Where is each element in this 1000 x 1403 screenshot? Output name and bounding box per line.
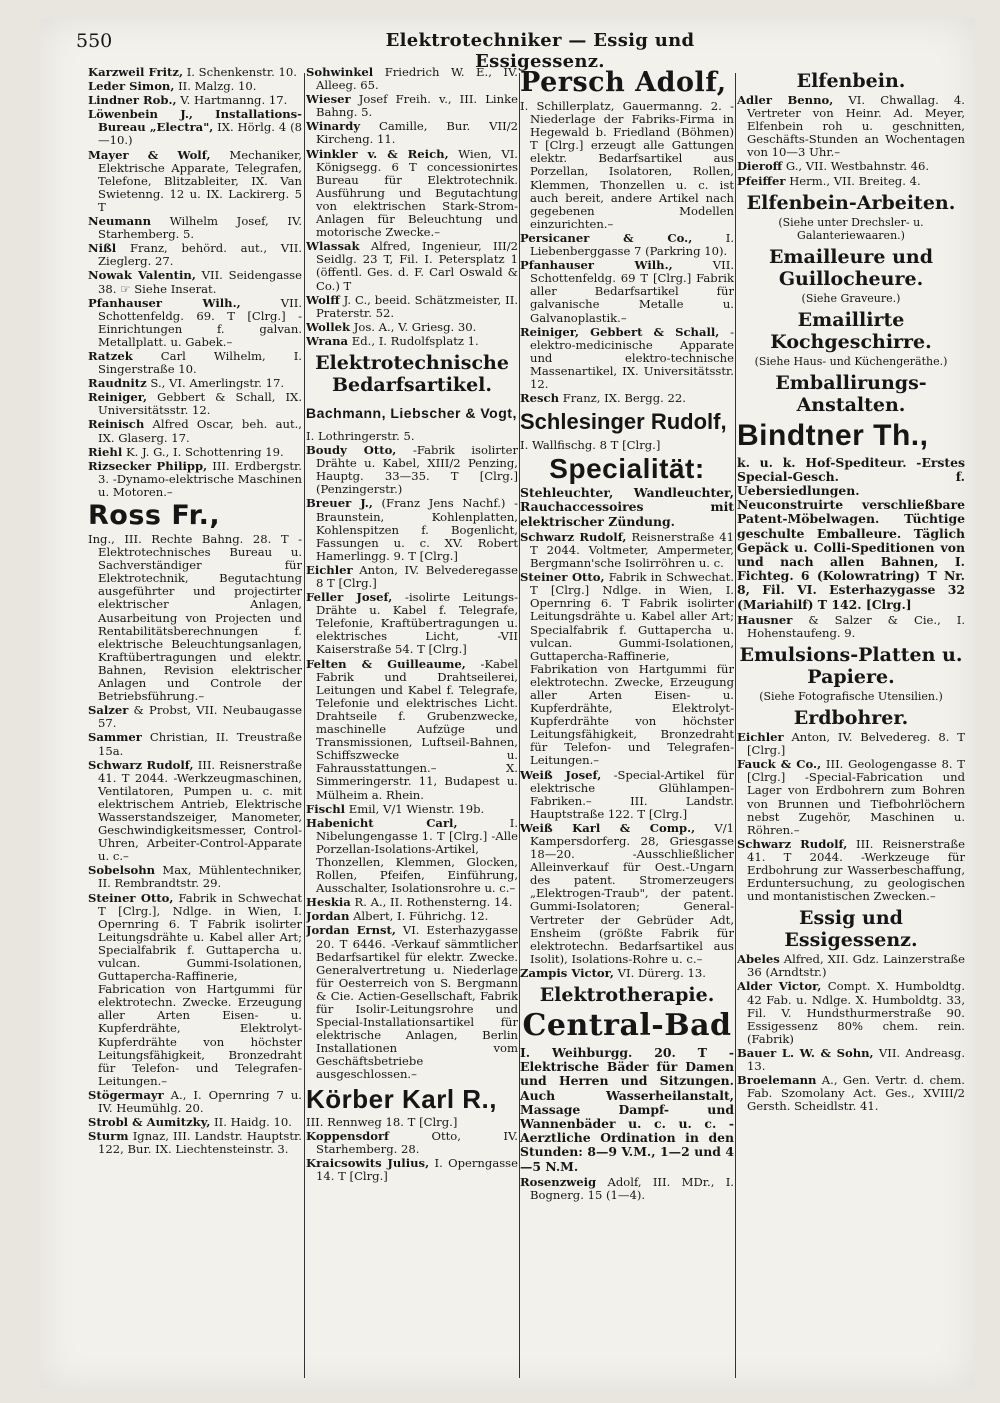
entry-text: -elektro-medicinische Apparate und elektro-technische Massenartikel, IX. Universitätsstr. 12. [530,324,734,391]
entry-name: Pfanhauser Wilh., [520,258,673,273]
directory-page [40,18,975,1388]
entry-name: Reiniger, [88,390,148,405]
column-2 [306,66,518,1376]
entry-text: G., VII. Westbahnstr. 46. [785,159,930,174]
advertisement-text: I. Weihburgg. 20. T -Elektrische Bäder für Damen und Herren und Sitzungen. Auch Wasserheilanstalt, Massage Dampf- und Wannenbäder u. c. u. c. -Aerztliche Ordination in den Stunden: 8—9 V.M., 1—2 und 4—5 N.M. [520,1045,734,1174]
entry-text: -Kabel Fabrik und Drahtseilerei, Leitungen und Kabel f. Telegrafe, Telefonie und elektrisches Licht. Drahtseile f. Grubenzwecke, maschinelle Aufzüge und Transmissionen, Luftseil-Bahnen, Schiffszwecke u. Fahrausstattungen.– X. Simmeringerstr. 11, Budapest u. Mülheim a. Rhein. [316,656,518,802]
section-heading: Elektrotherapie. [539,984,715,1007]
entry-name: Karzweil Fritz, [88,66,183,79]
directory-entry [306,66,518,92]
entry-name: Neumann [88,214,152,229]
directory-entry [306,93,518,119]
entry-name: Wlassak [306,239,360,254]
entry-text: Anton, IV. Belvedereg. 8. T [Clrg.] [747,730,965,758]
directory-entry [737,758,965,837]
section-heading: Elfenbein-Arbeiten. [746,191,956,214]
entry-text: Fabrik in Schwechat T [Clrg.], Ndlge. in Wien, I. Opernring 6. T Fabrik isolirter Leitungsdrähte u. Kabel aller Art; Specialfabrik f. Guttapercha u. vulcan. Gummi-Isolationen, Guttapercha-Raffinerie, Fabrication von Hartgummi für elektrotechn. Zwecke. Erzeugung aller Arten Eisen- u. Kupferdrähte, Elektrolyt-Kupferdrähte von höchster Leitungsfähigkeit, Bronzedraht für Telefon- und Telegrafen-Leitungen.– [98,890,302,1088]
directory-entry [306,240,518,292]
entry-text: Compt. X. Humboldtg. 42 Fab. u. Ndlge. X. Humboldtg. 33, Fil. V. Hundsthurmerstraße 90. Essigessenz 80% chem. rein. (Fabrik) [747,979,965,1046]
entry-name: Schwarz Rudolf, [737,836,848,851]
entry-text: A., I. Opernring 7 u. IV. Heumühlg. 20. [98,1087,302,1116]
directory-entry [520,967,734,980]
entry-name: Pfanhauser Wilh., [88,295,241,310]
entry-text: Alfred Oscar, beh. aut., IX. Glaserg. 17. [98,417,302,445]
directory-entry [306,148,518,240]
directory-entry [88,297,302,349]
section-heading: Elektrotechnische Bedarfsartikel. [315,351,509,396]
directory-entry [520,439,734,452]
section-heading: Emailleure und Guillocheure. [768,245,934,290]
directory-entry [306,294,518,320]
entry-text: Anton, IV. Belvederegasse 8 T [Clrg.] [316,562,518,590]
entry-name: Winardy [306,119,361,134]
entry-name: Lindner Rob., [88,93,177,108]
entry-name: Wrana [306,333,349,348]
entry-name: Steiner Otto, [520,570,605,585]
directory-entry [306,803,518,816]
directory-entry [520,571,734,767]
directory-entry [520,326,734,391]
entry-name: Abeles [737,952,780,967]
directory-entry [737,94,965,159]
entry-name: Feller Josef, [306,590,393,605]
entry-text: Franz, behörd. aut., VII. Zieglerg. 27. [98,241,302,269]
entry-text: Albert, I. Führichg. 12. [353,909,489,924]
entry-name: Schwarz Rudolf, [520,529,627,544]
entry-name: Nowak Valentin, [88,268,196,283]
advertisement-name: Ross Fr., [88,500,221,531]
directory-entry [520,232,734,258]
entry-name: Weiß Karl & Comp., [520,820,696,835]
running-head: Elektrotechniker — Essig und Essigessenz. [385,30,695,72]
directory-entry [88,864,302,890]
entry-text: III. Reisnerstraße 41. T 2044. -Werkzeuge für Erdbohrung zur Wasserbeschaffung, Erduntersuchung, zu geologischen und montanistischen Zwecken.– [747,836,965,904]
entry-text: & Probst, VII. Neubaugasse 57. [98,703,302,731]
entry-name: Resch [520,391,560,406]
directory-entry [88,1089,302,1115]
entry-text: III. Rennweg 18. T [Clrg.] [306,1114,458,1129]
entry-text: VII. Andreasg. 13. [747,1045,965,1074]
page-number: 550 [76,30,113,52]
directory-entry [306,444,518,496]
entry-text: I. Lothringerstr. 5. [306,428,415,443]
entry-name: Wolff [306,292,340,307]
entry-text: VI. Esterhazygasse 20. T 6446. -Verkauf sämmtlicher Bedarfsartikel für elektr. Zwecke. Generalvertretung u. Niederlage für Oesterreich von S. Bergmann & Cie. Actien-Gesellschaft, Fabrik für Isolir-Leitungsrohre und Special-Installationsartikel für elektrische Anlagen, Berlin Installationen vom Geschäftsbetriebe ausgeschlossen.– [316,923,518,1082]
entry-name: Bauer L. W. & Sohn, [737,1045,874,1060]
entry-text: Franz, IX. Bergg. 22. [562,391,686,406]
entry-name: Fischl [306,801,346,816]
directory-entry [306,497,518,562]
entry-name: Rizsecker Philipp, [88,458,208,473]
entry-text: Alfred, XII. Gdz. Lainzerstraße 36 (Arndtstr.) [747,952,965,980]
directory-entry [520,769,734,821]
directory-entry [306,910,518,923]
directory-entry [306,430,518,443]
column-3 [520,66,734,1376]
entry-text: Mechaniker, Elektrische Apparate, Telegrafen, Telefone, Blitzableiter, IX. Van Swietenng. 12 u. IX. Lackirerg. 5 T [98,147,302,214]
directory-entry [88,418,302,444]
entry-name: Koppensdorf [306,1128,390,1143]
entry-text: -Fabrik isolirter Drähte u. Kabel, XIII/2 Penzing, Hauptg. 33—35. T [Clrg.] (Penzingerstr.) [316,443,518,497]
directory-entry [737,953,965,979]
page-header [40,30,975,72]
entry-text: Josef Freih. v., III. Linke Bahng. 5. [316,92,518,120]
directory-entry [88,759,302,864]
directory-entry [737,1047,965,1073]
entry-name: Alder Victor, [737,979,822,994]
directory-entry [520,822,734,966]
entry-text: II. Haidg. 10. [214,1115,292,1130]
entry-text: Jos. A., V. Griesg. 30. [353,319,477,334]
entry-text: A., Gen. Vertr. d. chem. Fab. Szomolany Act. Ges., XVIII/2 Gersth. Scheidlstr. 41. [747,1073,965,1114]
entry-name: Fauck & Co., [737,757,822,772]
entry-name: Jordan [306,909,350,924]
entry-name: Steiner Otto, [88,890,174,905]
advertisement-name: Specialität: [549,453,705,485]
entry-name: Schwarz Rudolf, [88,757,194,772]
directory-entry [306,120,518,146]
entry-text: Emil, V/1 Wienstr. 19b. [348,801,485,816]
entry-text: Ed., I. Rudolfsplatz 1. [351,333,479,348]
entry-text: Max, Mühlentechniker, II. Rembrandtstr. 29. [98,863,302,891]
entry-name: Stögermayr [88,1087,164,1102]
entry-name: Sobelsohn [88,863,156,878]
entry-name: Raudnitz [88,376,147,391]
entry-text: VII. Schottenfeldg. 69 T [Clrg.] Fabrik aller Bedarfsartikel für galvanische Metalle u. Galvanoplastik.– [530,258,734,325]
advertisement-name: Schlesinger Rudolf, [520,409,727,435]
entry-text: Adolf, III. MDr., I. Bognerg. 15 (1—4). [530,1174,734,1202]
entry-text: I. Schenkenstr. 10. [186,66,297,79]
directory-entry [88,215,302,241]
advertisement-text: Stehleuchter, Wandleuchter, Rauchaccessoires mit elektrischer Zündung. [520,485,734,529]
entry-text: J. C., beeid. Schätzmeister, II. Praterstr. 52. [316,292,518,320]
cross-reference-note: (Siehe Haus- und Küchengeräthe.) [754,354,948,368]
directory-entry [306,591,518,656]
entry-text: I. Nibelungengasse 1. T [Clrg.] -Alle Porzellan-Isolations-Artikel, Thonzellen, Klemmen, Glocken, Rollen, Pfeifen, Einführung, Ausschalter, Isolationsrohre u. c.– [316,815,518,896]
entry-name: Reinisch [88,417,145,432]
advertisement-name: Persch Adolf, [520,67,727,98]
directory-entry [737,731,965,757]
directory-entry [737,160,965,173]
cross-reference-note: (Siehe Graveure.) [801,291,901,305]
entry-name: Ratzek [88,348,133,363]
section-heading: Emballirungs-Anstalten. [775,371,927,416]
directory-entry [737,175,965,188]
entry-name: Boudy Otto, [306,443,397,458]
entry-text: Wien, VI. Königsegg. 6 T concessionirtes Bureau für Elektrotechnik. Ausführung und Begutachtung von elektrischen Stark-Strom-Anlagen für Beleuchtung und motorische Zwecke.– [316,146,518,240]
directory-entry [306,1157,518,1183]
directory-entry [88,108,302,147]
entry-text: VII. Schottenfeldg. 69. T [Clrg.] -Einrichtungen f. galvan. Metallplatt. u. Gabek.– [98,295,302,349]
advertisement-text: k. u. k. Hof-Spediteur. -Erstes Special-Gesch. f. Uebersiedlungen. Neuconstruirte verschließbare Patent-Möbelwagen. Tüchtige geschulte Emballeure. Täglich Gepäck u. Colli-Speditionen von und nach allen Bahnen, I. Fichteg. 6 (Kolowratring) T Nr. 8, Fil. VI. Esterhazygasse 32 (Mariahilf) T 142. [Clrg.] [737,454,965,612]
entry-text: & Salzer & Cie., I. Hohenstaufeng. 9. [747,612,965,640]
entry-text: Ing., III. Rechte Bahng. 28. T -Elektrotechnisches Bureau u. Sachverständiger für Elektrotechnik, Begutachtung ausgeführter und projectirter elektrischer Anlagen, Ausarbeitung von Projecten und Rentabilitätsberechnungen f. elektrische Beleuchtungsanlagen, Kraftübertragungen und elektr. Bahnen, Revision elektrischer Anlagen und Controle der Betriebsführung.– [88,532,302,704]
directory-entry [520,392,734,405]
entry-text: Camille, Bur. VII/2 Kircheng. 11. [316,119,518,147]
entry-text: III. Erdbergstr. 3. -Dynamo-elektrische Maschinen u. Motoren.– [98,458,302,499]
directory-entry [88,94,302,107]
entry-name: Zampis Victor, [520,965,614,980]
directory-entry [88,242,302,268]
entry-text: I. Wallfischg. 8 T [Clrg.] [520,438,661,453]
directory-entry [88,731,302,757]
column-1 [88,66,302,1376]
directory-entry [520,1176,734,1202]
entry-text: VI. Chwallag. 4. Vertreter von Heinr. Ad. Meyer, Elfenbein roh u. geschnitten, Geschäfts-Stunden an Wochentagen von 10—3 Uhr.– [747,93,965,160]
entry-text: Reisnerstraße 41 T 2044. Voltmeter, Ampermeter, Bergmann'sche Isolirröhren u. c. [530,529,734,571]
section-heading: Emaillirte Kochgeschirre. [770,308,932,353]
entry-name: Adler Benno, [737,93,834,107]
entry-name: Hausner [737,612,793,627]
entry-name: Broelemann [737,1073,817,1088]
entry-name: Sammer [88,730,142,745]
directory-entry [306,564,518,590]
entry-text: Alfred, Ingenieur, III/2 Seidlg. 23 T, Fil. I. Petersplatz 1 (öffentl. Ges. d. F. Carl Oswald & Co.) T [316,239,518,293]
entry-text: Wilhelm Josef, IV. Starhemberg. 5. [98,214,302,242]
directory-entry [306,658,518,802]
directory-entry [306,817,518,896]
entry-text: VI. Dürerg. 13. [617,965,706,980]
directory-entry [88,350,302,376]
entry-name: Eichler [737,730,784,745]
directory-entry [88,149,302,214]
column-4 [737,66,965,1376]
column-rule [735,73,736,1378]
entry-name: Strobl & Aumitzky, [88,1115,211,1130]
directory-entry [88,80,302,93]
entry-name: Heskia [306,895,351,910]
section-heading: Emulsions-Platten u. Papiere. [739,644,963,689]
entry-name: Reiniger, Gebbert & Schall, [520,324,720,339]
entry-text: Herm., VII. Breiteg. 4. [789,173,921,188]
entry-name: Kraicsowits Julius, [306,1155,430,1170]
directory-entry [737,1074,965,1113]
directory-entry [88,269,302,295]
entry-text: R. A., II. Rothensterng. 14. [354,895,513,910]
directory-entry [88,66,302,79]
entry-name: Sturm [88,1129,129,1144]
entry-name: Mayer & Wolf, [88,147,211,162]
entry-name: Weiß Josef, [520,767,602,782]
entry-text: V. Hartmanng. 17. [180,93,288,108]
entry-name: Wollek [306,319,351,334]
entry-name: Salzer [88,703,129,718]
entry-name: Breuer J., [306,496,373,511]
entry-name: Jordan Ernst, [306,923,396,938]
directory-entry [520,531,734,570]
entry-text: (Franz Jens Nachf.) -Braunstein, Kohlenplatten, Kohlenspitzen f. Bogenlicht, Fassungen u. c. XV. Robert Hamerlingg. 9. T [Clrg.] [316,496,518,563]
cross-reference-note: (Siehe Fotografische Utensilien.) [759,690,943,704]
entry-name: Leder Simon, [88,79,175,94]
entry-name: Pfeiffer [737,173,786,188]
entry-name: Felten & Guilleaume, [306,656,466,671]
entry-text: Gebbert & Schall, IX. Universitätsstr. 12. [98,390,302,418]
directory-entry [306,321,518,334]
directory-entry [88,391,302,417]
entry-name: Sohwinkel [306,66,374,79]
entry-name: Nißl [88,241,117,256]
entry-text: II. Malzg. 10. [178,79,257,94]
entry-text: III. Geologengasse 8. T [Clrg.] -Special-Fabrication und Lager von Erdbohrern zum Bohren von Brunnen und Tiefbohrlöchern nebst Zugehör, Maschinen u. Röhren.– [747,757,965,837]
entry-name: Habenicht Carl, [306,815,458,830]
directory-entry [306,924,518,1081]
advertisement-name: Bachmann, Liebscher & Vogt, [306,404,517,421]
directory-entry [88,460,302,499]
entry-text: Friedrich W. E., IV. Alleeg. 65. [316,66,518,93]
entry-name: Riehl [88,444,123,459]
directory-entry [737,838,965,903]
entry-text: Carl Wilhelm, I. Singerstraße 10. [98,348,302,377]
entry-name: Löwenbein J., Installations-Bureau „Electra", [88,107,302,135]
entry-text: I. Schillerplatz, Gauermanng. 2. -Niederlage der Fabriks-Firma in Hegewald b. Friedland (Böhmen) T [Clrg.] erzeugt alle Gattungen elektr. Bedarfsartikel aus Porzellan, Isolatoren, Rollen, Klemmen, Thonzellen u. c. ist auch bereit, andere Artikel nach gegebenen Modellen einzurichten.– [520,99,734,231]
entry-text: Christian, II. Treustraße 15a. [98,730,302,758]
directory-entry [88,446,302,459]
entry-name: Rosenzweig [520,1174,597,1189]
entry-name: Winkler v. & Reich, [306,146,449,161]
advertisement-name: Körber Karl R., [306,1083,497,1114]
entry-text: III. Reisnerstraße 41. T 2044. -Werkzeugmaschinen, Ventilatoren, Pumpen u. c. mit elektrischem Antrieb, Elektrische Wasserstandszeiger, Manometer, Geschwindigkeitsmesser, Control-Uhren, Arbeiter-Control-Apparate u. c.– [98,757,302,864]
directory-entry [737,614,965,640]
entry-text: IX. Hörlg. 4 (8—10.) [98,120,302,148]
entry-name: Dieroff [737,159,783,174]
entry-text: Otto, IV. Starhemberg. 28. [316,1128,518,1156]
entry-text: V/1 Kampersdorferg. 28, Griesgasse 18—20. -Ausschließlicher Alleinverkauf für Oest.-Ungarn des patent. Stromerzeugers „Elektrogen-Traub", der patent. Gummi-Isolatoren; General-Vertreter der Gebrüder Adt, Ensheim (größte Fabrik für elektrotechn. Bedarfsartikel aus Isolit), Isolations-Rohre u. c.– [530,820,734,966]
entry-text: I. Operngasse 14. T [Clrg.] [316,1155,518,1183]
directory-entry [88,704,302,730]
advertisement-name: Central-Bad [522,1008,732,1044]
entry-text: Ignaz, III. Landstr. Hauptstr. 122, Bur. IX. Liechtensteinstr. 3. [98,1129,302,1157]
directory-entry [306,1116,518,1129]
entry-text: S., VI. Amerlingstr. 17. [150,376,285,391]
advertisement-name: Bindtner Th., [737,418,929,452]
entry-name: Wieser [306,92,351,107]
entry-text: -Special-Artikel für elektrische Glühlampen-Fabriken.– III. Landstr. Hauptstraße 122. T [Clrg.] [530,767,734,821]
entry-text: -isolirte Leitungs-Drähte u. Kabel f. Telegrafe, Telefonie, Kraftübertragungen u. elektrisches Licht, -VII Kaiserstraße 54. T [Clrg.] [316,590,518,657]
directory-entry [306,335,518,348]
section-heading: Elfenbein. [796,70,906,92]
entry-name: Persicaner & Co., [520,230,693,245]
entry-text: Fabrik in Schwechat. T [Clrg.] Ndlge. in Wien, I. Opernring 6. T Fabrik isolirter Leitungsdrähte u. Kabel aller Art; Specialfabrik f. Guttapercha u. vulcan. Gummi-Isolationen, Guttapercha-Raffinerie, Fabrikation von Hartgummi für elektrotechn. Zwecke, Erzeugung aller Arten Eisen- u. Kupferdrähte, Elektrolyt-Kupferdrähte von höchster Leitungsfähigkeit, Bronzedraht für Telefon- und Telegrafen-Leitungen.– [530,570,734,768]
entry-name: Eichler [306,562,353,577]
directory-entry [520,100,734,231]
directory-entry [737,980,965,1045]
directory-entry [306,1130,518,1156]
cross-reference-note: (Siehe unter Drechsler- u. Galanteriewaaren.) [778,215,924,242]
section-heading: Erdbohrer. [793,707,909,730]
directory-entry [88,1116,302,1129]
entry-text: I. Liebenberggasse 7 (Parkring 10). [530,230,734,259]
directory-entry [88,1130,302,1156]
directory-entry [88,892,302,1088]
directory-entry [306,896,518,909]
column-rule [304,73,305,1378]
directory-entry [88,377,302,390]
directory-entry [520,259,734,324]
entry-text: VII. Seidengasse 38. ☞ Siehe Inserat. [98,268,302,296]
section-heading: Essig und Essigessenz. [784,907,918,952]
directory-entry [88,533,302,703]
entry-text: K. J. G., I. Schottenring 19. [125,444,284,459]
